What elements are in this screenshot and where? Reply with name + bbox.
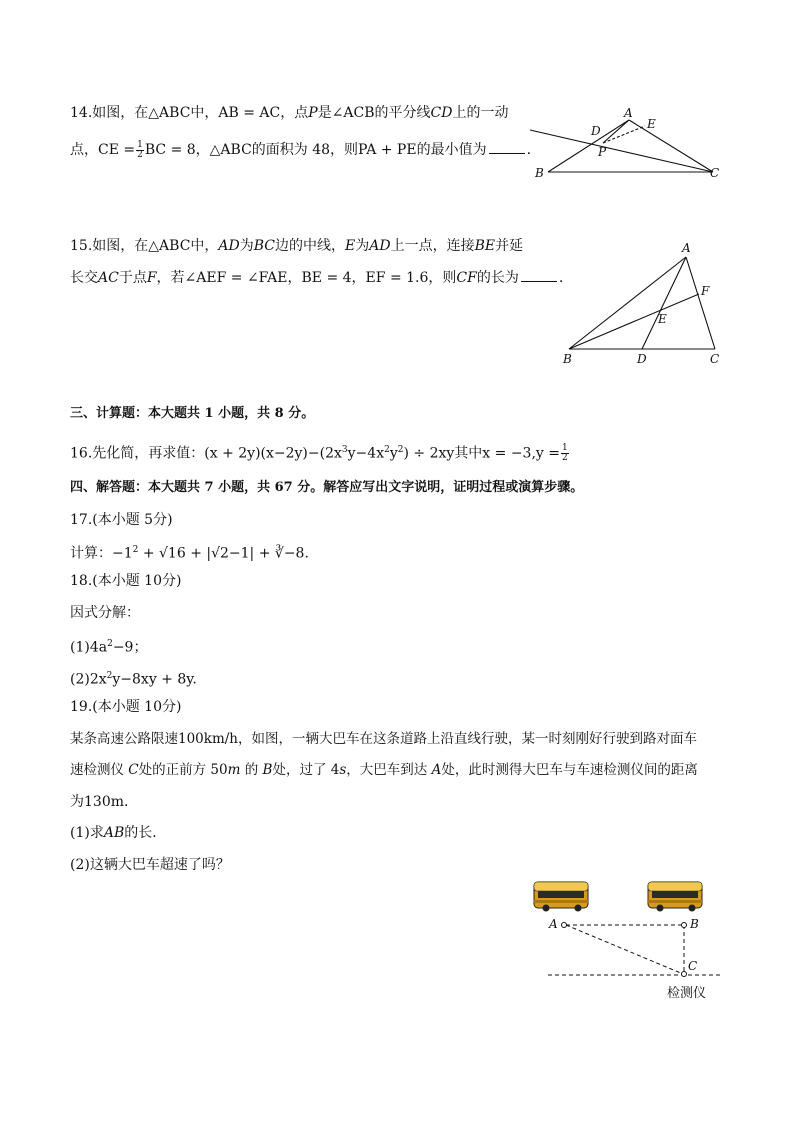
q18-part1: $(1)4a^2-9$；	[70, 639, 148, 656]
q19-line1: 某条高速公路限速100km/h，如图，一辆大巴车在这条道路上沿直线行驶，某一时刻刚好行驶到路对面车	[70, 731, 697, 747]
q15-label-F: F	[701, 284, 710, 298]
q18-intro: 因式分解：	[70, 605, 140, 621]
q19-part1: (1)求AB的长.	[70, 825, 157, 841]
q14-label-P: P	[598, 145, 607, 159]
q15-label-E: E	[658, 312, 667, 326]
q19-line2: 速检测仪 C处的正前方 50m 的 B处，过了 4s，大巴车到达 A处，此时测得大巴车与车速检测仪间的距离	[70, 762, 698, 778]
section-3-heading: 三、计算题：本大题共 1 小题，共 8 分。	[70, 406, 315, 421]
fraction-one-half: $\frac{1}{2}$	[137, 139, 143, 160]
q18-part2: $(2)2x^2y-8xy + 8y$.	[70, 671, 197, 688]
q17-title: 17.(本小题 5分)	[70, 512, 173, 528]
q14-label-E: E	[647, 117, 656, 131]
q19-label-B: B	[690, 917, 699, 931]
bus-icon	[534, 882, 588, 912]
q19-part2: (2)这辆大巴车超速了吗？	[70, 857, 230, 873]
q19-label-C: C	[688, 959, 698, 973]
q17-expression: 计算：$-1^2 + √16 + |√2-1|$ + ∛−8.	[70, 545, 309, 562]
q14-label-C: C	[710, 166, 720, 180]
q14-line1: 14.如图，在△ABC中，AB = AC，点P是∠ACB的平分线CD上的一动	[70, 105, 509, 121]
q19-title: 19.(本小题 10分)	[70, 699, 182, 715]
q14-label-A: A	[624, 106, 633, 120]
q14-label-B: B	[535, 166, 544, 180]
answer-blank	[521, 269, 557, 282]
answer-blank	[489, 141, 525, 154]
q19-device-label: 检测仪	[667, 986, 707, 1001]
q16-line: 16.先化简，再求值：$(x + 2y)(x-2y)-(2x^3y-4x^2y^2) \div 2xy$其中x = −3,y = $\frac{1}{2}$	[70, 443, 568, 464]
q15-line1: 15.如图，在△ABC中，AD为BC边的中线，E为AD上一点，连接BE并延	[70, 238, 524, 254]
q15-label-A: A	[682, 241, 691, 255]
q15-line2: 长交AC于点F，若∠AEF = ∠FAE，BE = 4，EF = 1.6，则CF的长为 .	[70, 270, 564, 286]
q18-title: 18.(本小题 10分)	[70, 573, 182, 589]
section-4-heading: 四、解答题：本大题共 7 小题，共 67 分。解答应写出文字说明，证明过程或演算步骤。	[70, 480, 584, 495]
q15-label-D: D	[637, 352, 647, 366]
q15-label-C: C	[710, 352, 720, 366]
bus-icon	[648, 882, 702, 912]
q14-label-D: D	[591, 124, 601, 138]
q14-line2: 点，CE = $\frac{1}{2}$ BC = 8，△ABC的面积为 48，则PA + PE的最小值为 .	[70, 139, 532, 160]
q19-label-A: A	[549, 917, 558, 931]
q15-label-B: B	[563, 352, 572, 366]
q19-line3: 为130m.	[70, 794, 129, 810]
fraction-one-half: $\frac{1}{2}$	[562, 443, 568, 464]
